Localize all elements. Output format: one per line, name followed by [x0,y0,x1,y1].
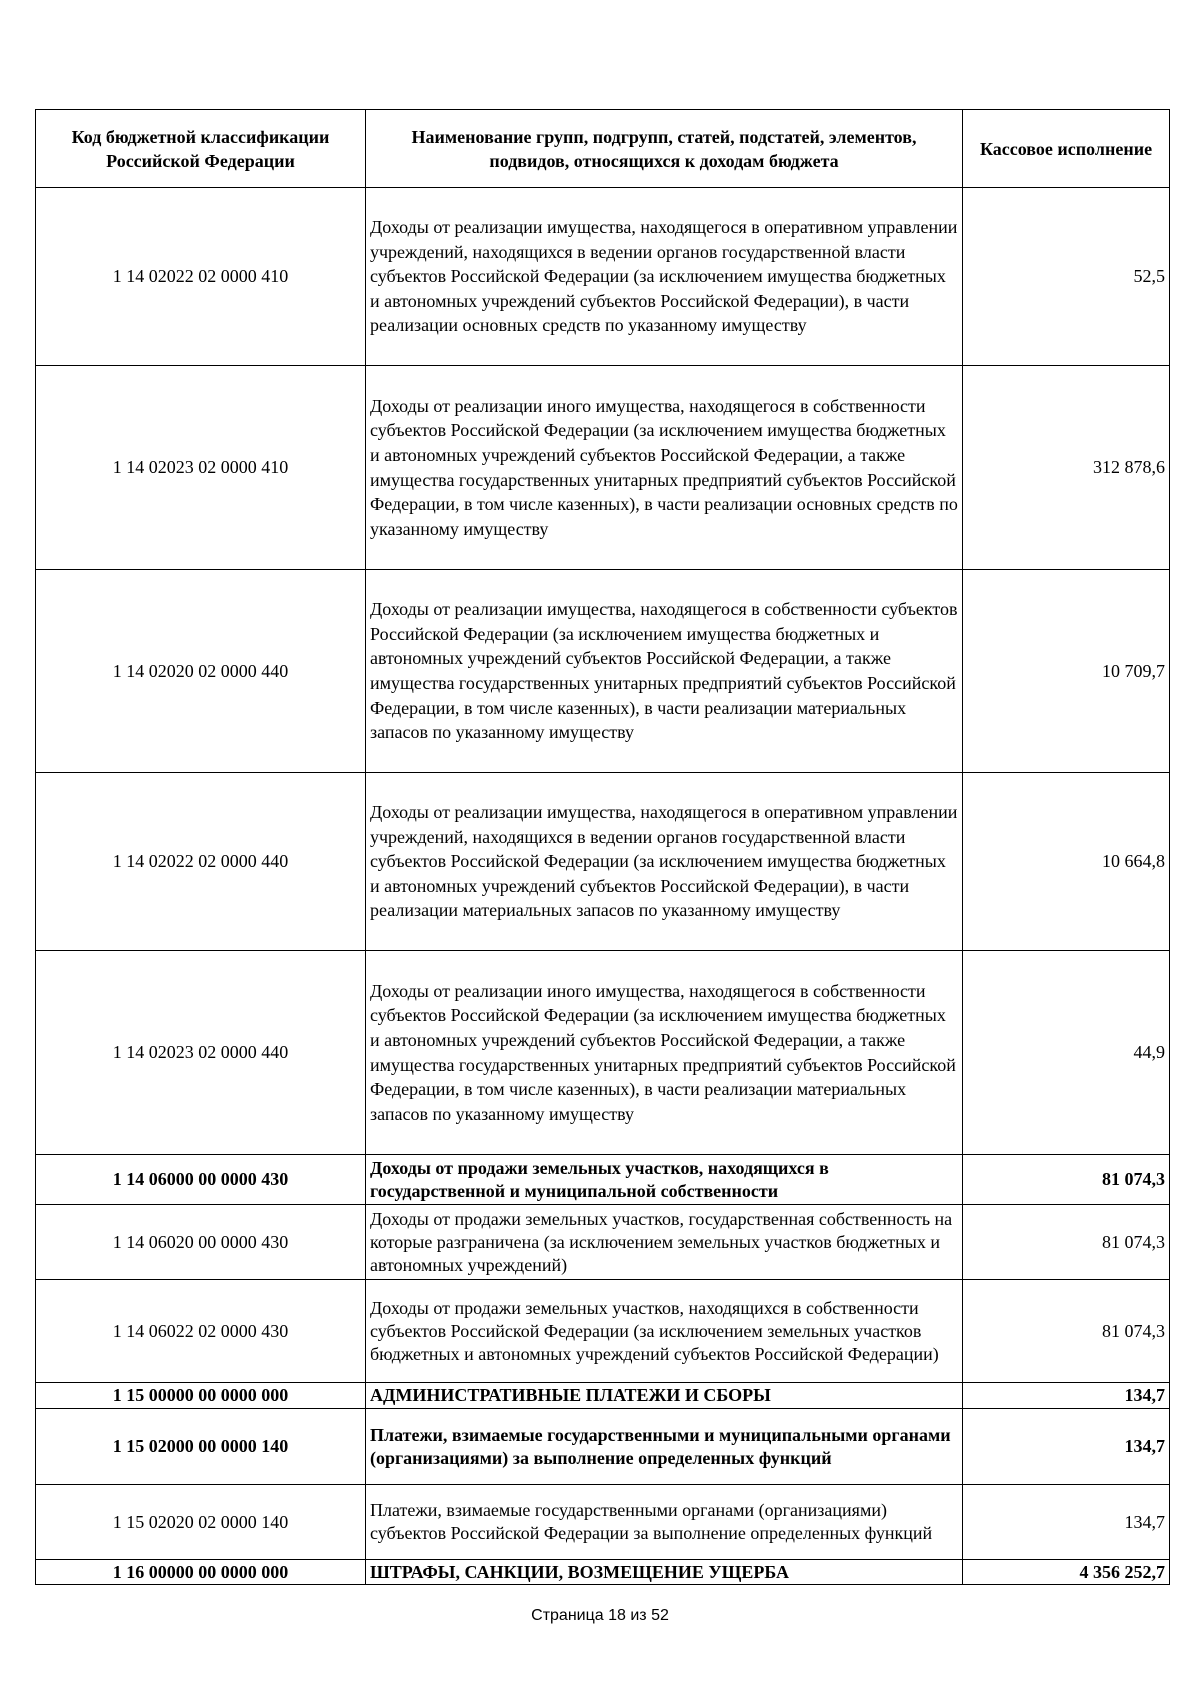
row-amount: 81 074,3 [963,1280,1170,1383]
row-code: 1 16 00000 00 0000 000 [36,1560,366,1585]
row-name: Доходы от продажи земельных участков, государственная собственность на которые разграничена (за исключением земельных участков бюджетных и автономных учреждений) [366,1205,963,1280]
row-code: 1 14 02022 02 0000 440 [36,773,366,951]
row-amount: 134,7 [963,1409,1170,1485]
row-name: Доходы от реализации иного имущества, находящегося в собственности субъектов Российской Федерации (за исключением имущества бюджетных и автономных учреждений субъектов Российской Федерации, а также имущества государственных унитарных предприятий субъектов Российской Федерации, в том числе казенных), в части реализации материальных запасов по указанному имуществу [366,951,963,1155]
table-row [36,951,1170,1155]
row-name: Доходы от реализации имущества, находящегося в собственности субъектов Российской Федерации (за исключением имущества бюджетных и автономных учреждений субъектов Российской Федерации, а также имущества государственных унитарных предприятий субъектов Российской Федерации, в том числе казенных), в части реализации материальных запасов по указанному имуществу [366,570,963,773]
row-amount: 44,9 [963,951,1170,1155]
row-amount: 312 878,6 [963,366,1170,570]
row-amount: 10 664,8 [963,773,1170,951]
table-row [36,1383,1170,1409]
table-row [36,1409,1170,1485]
table-row [36,1560,1170,1585]
row-name: Платежи, взимаемые государственными органами (организациями) субъектов Российской Федерации за выполнение определенных функций [366,1485,963,1560]
row-name: АДМИНИСТРАТИВНЫЕ ПЛАТЕЖИ И СБОРЫ [366,1383,963,1409]
row-amount: 4 356 252,7 [963,1560,1170,1585]
row-code: 1 15 02020 02 0000 140 [36,1485,366,1560]
table-header-row [36,110,1170,188]
row-code: 1 14 06022 02 0000 430 [36,1280,366,1383]
header-name: Наименование групп, подгрупп, статей, подстатей, элементов, подвидов, относящихся к доходам бюджета [366,110,963,188]
row-code: 1 14 02023 02 0000 410 [36,366,366,570]
row-name: ШТРАФЫ, САНКЦИИ, ВОЗМЕЩЕНИЕ УЩЕРБА [366,1560,963,1585]
row-name: Доходы от реализации иного имущества, находящегося в собственности субъектов Российской Федерации (за исключением имущества бюджетных и автономных учреждений субъектов Российской Федерации, а также имущества государственных унитарных предприятий субъектов Российской Федерации, в том числе казенных), в части реализации основных средств по указанному имуществу [366,366,963,570]
table-row [36,366,1170,570]
row-name: Доходы от продажи земельных участков, находящихся в собственности субъектов Российской Федерации (за исключением земельных участков бюджетных и автономных учреждений субъектов Российской Федерации) [366,1280,963,1383]
row-amount: 81 074,3 [963,1205,1170,1280]
row-amount: 52,5 [963,188,1170,366]
row-code: 1 15 02000 00 0000 140 [36,1409,366,1485]
header-amount: Кассовое исполнение [963,110,1170,188]
row-amount: 10 709,7 [963,570,1170,773]
row-name: Доходы от продажи земельных участков, находящихся в государственной и муниципальной собственности [366,1155,963,1205]
table-row [36,1205,1170,1280]
row-name: Доходы от реализации имущества, находящегося в оперативном управлении учреждений, находящихся в ведении органов государственной власти субъектов Российской Федерации (за исключением имущества бюджетных и автономных учреждений субъектов Российской Федерации), в части реализации основных средств по указанному имуществу [366,188,963,366]
table-row [36,1155,1170,1205]
row-code: 1 14 06020 00 0000 430 [36,1205,366,1280]
row-code: 1 14 02023 02 0000 440 [36,951,366,1155]
row-code: 1 14 06000 00 0000 430 [36,1155,366,1205]
row-amount: 81 074,3 [963,1155,1170,1205]
table-row [36,1485,1170,1560]
table-row [36,188,1170,366]
table-row [36,1280,1170,1383]
row-code: 1 14 02020 02 0000 440 [36,570,366,773]
row-amount: 134,7 [963,1485,1170,1560]
budget-revenue-table [35,109,1170,1585]
table-row [36,773,1170,951]
header-code: Код бюджетной классификации Российской Федерации [36,110,366,188]
row-name: Доходы от реализации имущества, находящегося в оперативном управлении учреждений, находящихся в ведении органов государственной власти субъектов Российской Федерации (за исключением имущества бюджетных и автономных учреждений субъектов Российской Федерации), в части реализации материальных запасов по указанному имуществу [366,773,963,951]
table-row [36,570,1170,773]
row-amount: 134,7 [963,1383,1170,1409]
row-code: 1 14 02022 02 0000 410 [36,188,366,366]
row-name: Платежи, взимаемые государственными и муниципальными органами (организациями) за выполнение определенных функций [366,1409,963,1485]
row-code: 1 15 00000 00 0000 000 [36,1383,366,1409]
page-number: Страница 18 из 52 [531,1607,669,1624]
